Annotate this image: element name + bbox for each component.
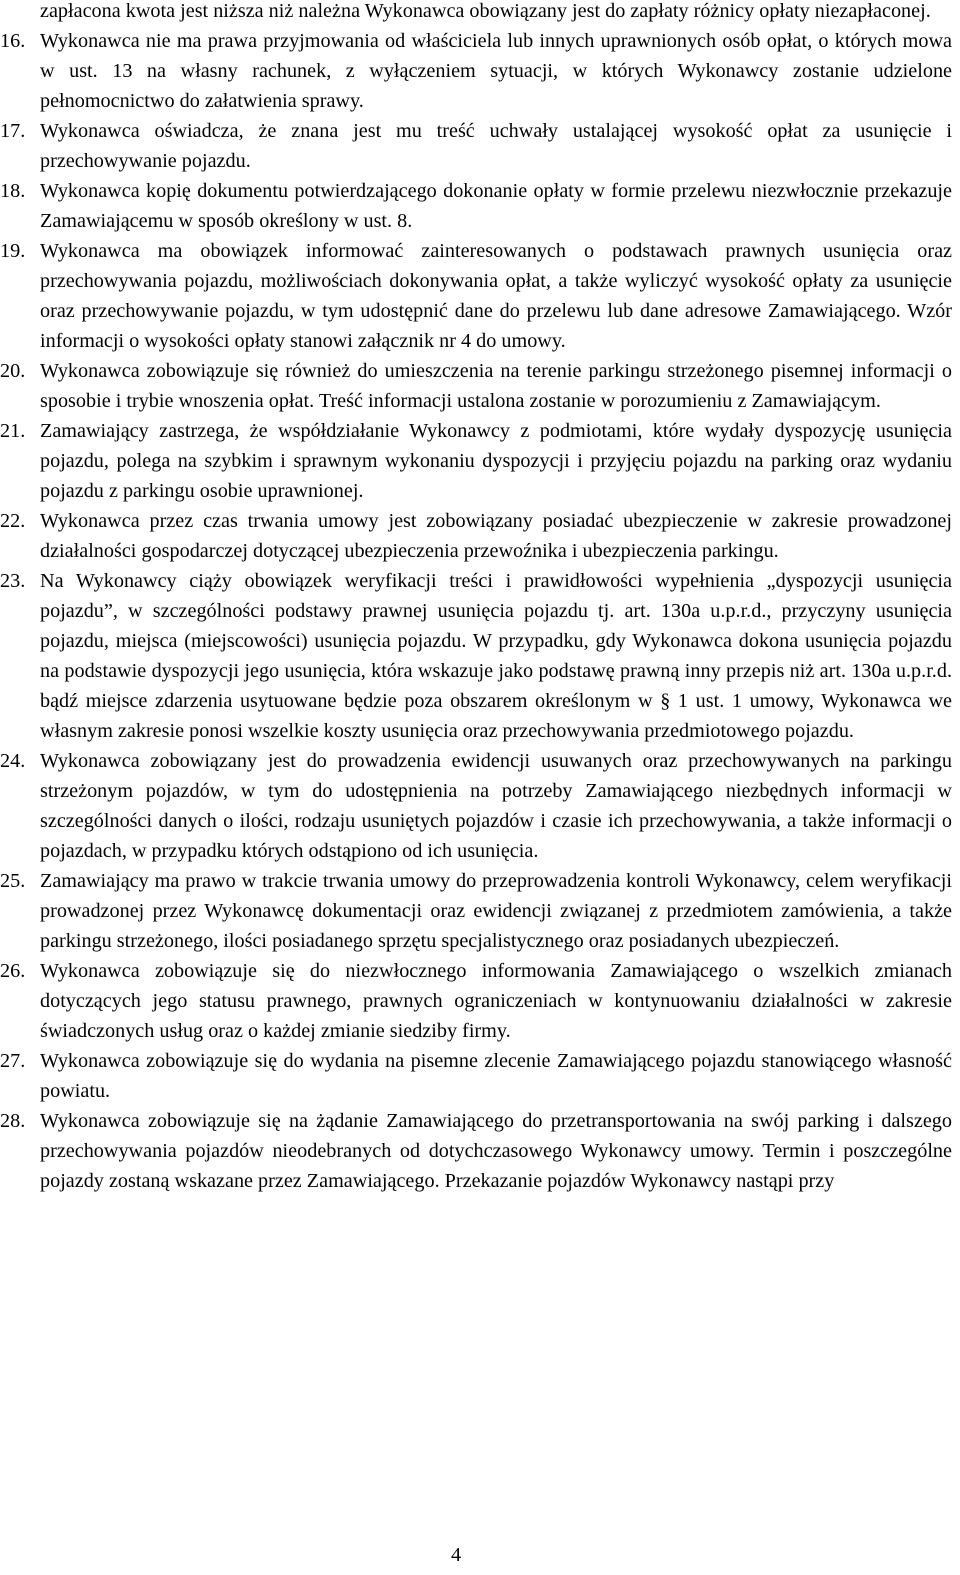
item-number: 26. [0, 960, 26, 982]
item-text: Wykonawca oświadcza, że znana jest mu treść uchwały ustalającej wysokość opłat za usunięcie i przechowywanie pojazdu. [40, 120, 952, 172]
item-text: Wykonawca przez czas trwania umowy jest zobowiązany posiadać ubezpieczenie w zakresie prowadzonej działalności gospodarczej dotyczącej ubezpieczenia przewoźnika i ubezpieczenia parkingu. [40, 510, 952, 562]
item-number: 20. [0, 360, 26, 382]
list-item [0, 506, 952, 566]
list-item [0, 416, 952, 506]
item-text: Na Wykonawcy ciąży obowiązek weryfikacji treści i prawidłowości wypełnienia „dyspozycji usunięcia pojazdu”, w szczególności podstawy prawnej usunięcia pojazdu tj. art. 130a u.p.r.d., przyczyny usunięcia pojazdu, miejsca (miejscowości) usunięcia pojazdu. W przypadku, gdy Wykonawca dokona usunięcia pojazdu na podstawie dyspozycji jego usunięcia, która wskazuje jako podstawę prawną inny przepis niż art. 130a u.p.r.d. bądź miejsce zdarzenia usytuowane będzie poza obszarem określonym w § 1 ust. 1 umowy, Wykonawca we własnym zakresie ponosi wszelkie koszty usunięcia oraz przechowywania przedmiotowego pojazdu. [40, 570, 952, 742]
item-text: Wykonawca nie ma prawa przyjmowania od właściciela lub innych uprawnionych osób opłat, o których mowa w ust. 13 na własny rachunek, z wyłączeniem sytuacji, w których Wykonawcy zostanie udzielone pełnomocnictwo do załatwienia sprawy. [40, 30, 952, 112]
item-text: Wykonawca zobowiązuje się do niezwłocznego informowania Zamawiającego o wszelkich zmianach dotyczących jego statusu prawnego, prawnych ograniczeniach w kontynuowaniu działalności w zakresie świadczonych usług oraz o każdej zmianie siedziby firmy. [40, 960, 952, 1042]
item-text: Wykonawca zobowiązuje się do wydania na pisemne zlecenie Zamawiającego pojazdu stanowiącego własność powiatu. [40, 1050, 952, 1102]
item-number: 28. [0, 1110, 26, 1132]
item-text: Wykonawca kopię dokumentu potwierdzającego dokonanie opłaty w formie przelewu niezwłocznie przekazuje Zamawiającemu w sposób określony w ust. 8. [40, 180, 952, 232]
list-item [0, 566, 952, 746]
list-item [0, 176, 952, 236]
list-item [0, 1046, 952, 1106]
item-number: 18. [0, 180, 26, 202]
item-number: 22. [0, 510, 26, 532]
item-text: Wykonawca zobowiązany jest do prowadzenia ewidencji usuwanych oraz przechowywanych na parkingu strzeżonym pojazdów, w tym do udostępnienia na potrzeby Zamawiającego niezbędnych informacji w szczególności danych o ilości, rodzaju usuniętych pojazdów i czasie ich przechowywania, a także informacji o pojazdach, w przypadku których odstąpiono od ich usunięcia. [40, 750, 952, 862]
item-number: 25. [0, 870, 26, 892]
item-text: Zamawiający ma prawo w trakcie trwania umowy do przeprowadzenia kontroli Wykonawcy, celem weryfikacji prowadzonej przez Wykonawcę dokumentacji oraz ewidencji związanej z przedmiotem zamówienia, a także parkingu strzeżonego, ilości posiadanego sprzętu specjalistycznego oraz posiadanych ubezpieczeń. [40, 870, 952, 952]
list-item [0, 116, 952, 176]
item-text: Zamawiający zastrzega, że współdziałanie Wykonawcy z podmiotami, które wydały dyspozycję usunięcia pojazdu, polega na szybkim i sprawnym wykonaniu dyspozycji i przyjęciu pojazdu na parking oraz wydaniu pojazdu z parkingu osobie uprawnionej. [40, 420, 952, 502]
continuation-paragraph [0, 0, 952, 26]
item-number: 19. [0, 240, 26, 262]
item-number: 27. [0, 1050, 26, 1072]
list-item [0, 356, 952, 416]
numbered-list [0, 26, 952, 1196]
list-item [0, 956, 952, 1046]
item-number: 17. [0, 120, 26, 142]
list-item [0, 1106, 952, 1196]
item-number: 21. [0, 420, 26, 442]
paragraph-text: zapłacona kwota jest niższa niż należna Wykonawca obowiązany jest do zapłaty różnicy opłaty niezapłaconej. [40, 0, 931, 22]
item-text: Wykonawca ma obowiązek informować zainteresowanych o podstawach prawnych usunięcia oraz przechowywania pojazdu, możliwościach dokonywania opłat, a także wyliczyć wysokość opłaty za usunięcie oraz przechowywanie pojazdu, w tym udostępnić dane do przelewu lub dane adresowe Zamawiającego. Wzór informacji o wysokości opłaty stanowi załącznik nr 4 do umowy. [40, 240, 952, 352]
list-item [0, 26, 952, 116]
list-item [0, 236, 952, 356]
page-number: 4 [450, 1544, 462, 1566]
item-text: Wykonawca zobowiązuje się również do umieszczenia na terenie parkingu strzeżonego pisemnej informacji o sposobie i trybie wnoszenia opłat. Treść informacji ustalona zostanie w porozumieniu z Zamawiającym. [40, 360, 952, 412]
list-item [0, 866, 952, 956]
list-item [0, 746, 952, 866]
item-number: 16. [0, 30, 26, 52]
item-number: 23. [0, 570, 26, 592]
item-number: 24. [0, 750, 26, 772]
item-text: Wykonawca zobowiązuje się na żądanie Zamawiającego do przetransportowania na swój parking i dalszego przechowywania pojazdów nieodebranych od dotychczasowego Wykonawcy umowy. Termin i poszczególne pojazdy zostaną wskazane przez Zamawiającego. Przekazanie pojazdów Wykonawcy nastąpi przy [40, 1110, 952, 1192]
